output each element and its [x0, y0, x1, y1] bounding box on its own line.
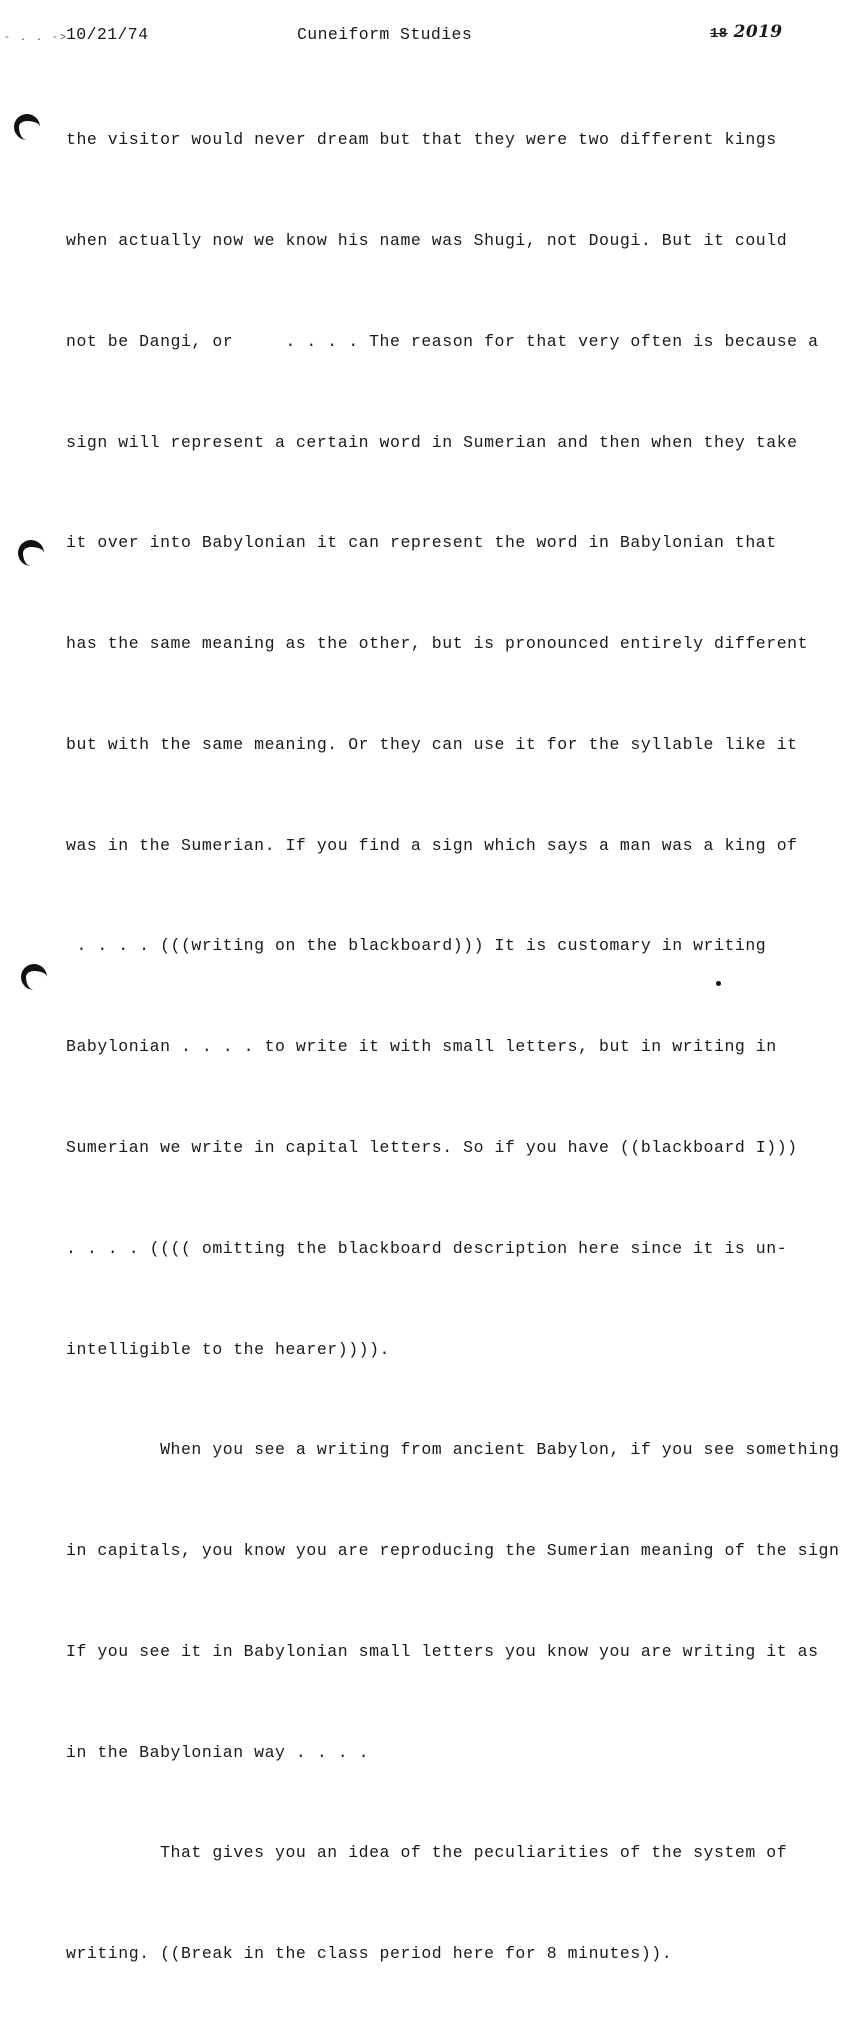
text-line: has the same meaning as the other, but is pronounced entirely different: [66, 634, 809, 654]
stray-dot-mark: [716, 981, 721, 986]
text-line: writing. ((Break in the class period here for 8 minutes)).: [66, 1944, 673, 1964]
text-line: That gives you an idea of the peculiarities of the system of: [66, 1843, 788, 1863]
margin-mark: - . . ->: [4, 33, 69, 44]
text-line: sign will represent a certain word in Sumerian and then when they take: [66, 432, 798, 452]
binder-hole-mark: [14, 114, 40, 140]
text-line: in the Babylonian way . . . .: [66, 1742, 370, 1762]
text-line: it over into Babylonian it can represent the word in Babylonian that: [66, 533, 777, 553]
text-line: the visitor would never dream but that they were two different kings: [66, 130, 777, 150]
text-line: . . . . (((writing on the blackboard))) It is customary in writing: [66, 936, 767, 956]
binder-hole-mark: [21, 964, 47, 990]
page-header: [0, 22, 849, 46]
text-line: If you see it in Babylonian small letters you know you are writing it as: [66, 1641, 819, 1661]
header-date: 10/21/74: [66, 25, 149, 44]
text-line: . . . . (((( omitting the blackboard description here since it is un-: [66, 1238, 788, 1258]
text-line: not be Dangi, or . . . . The reason for that very often is because a: [66, 331, 819, 351]
text-line: Sumerian we write in capital letters. So if you have ((blackboard I))): [66, 1138, 798, 1157]
struck-page-number: 18: [710, 26, 728, 42]
page-number: [710, 22, 783, 43]
text-line: intelligible to the hearer)))).: [66, 1339, 390, 1359]
text-line: Babylonian . . . . to write it with small letters, but in writing in: [66, 1037, 777, 1057]
binder-hole-mark: [18, 540, 44, 566]
text-line: in capitals, you know you are reproducing the Sumerian meaning of the sign: [66, 1541, 840, 1561]
text-line: When you see a writing from ancient Babylon, if you see something: [66, 1440, 840, 1460]
handwritten-page-number: 2019: [733, 22, 783, 42]
text-line: but with the same meaning. Or they can use it for the syllable like it: [66, 734, 798, 754]
header-title: Cuneiform Studies: [297, 25, 473, 44]
text-line: when actually now we know his name was Shugi, not Dougi. But it could: [66, 230, 788, 250]
transcript-body: [66, 56, 840, 2038]
text-line: was in the Sumerian. If you find a sign which says a man was a king of: [66, 835, 798, 855]
